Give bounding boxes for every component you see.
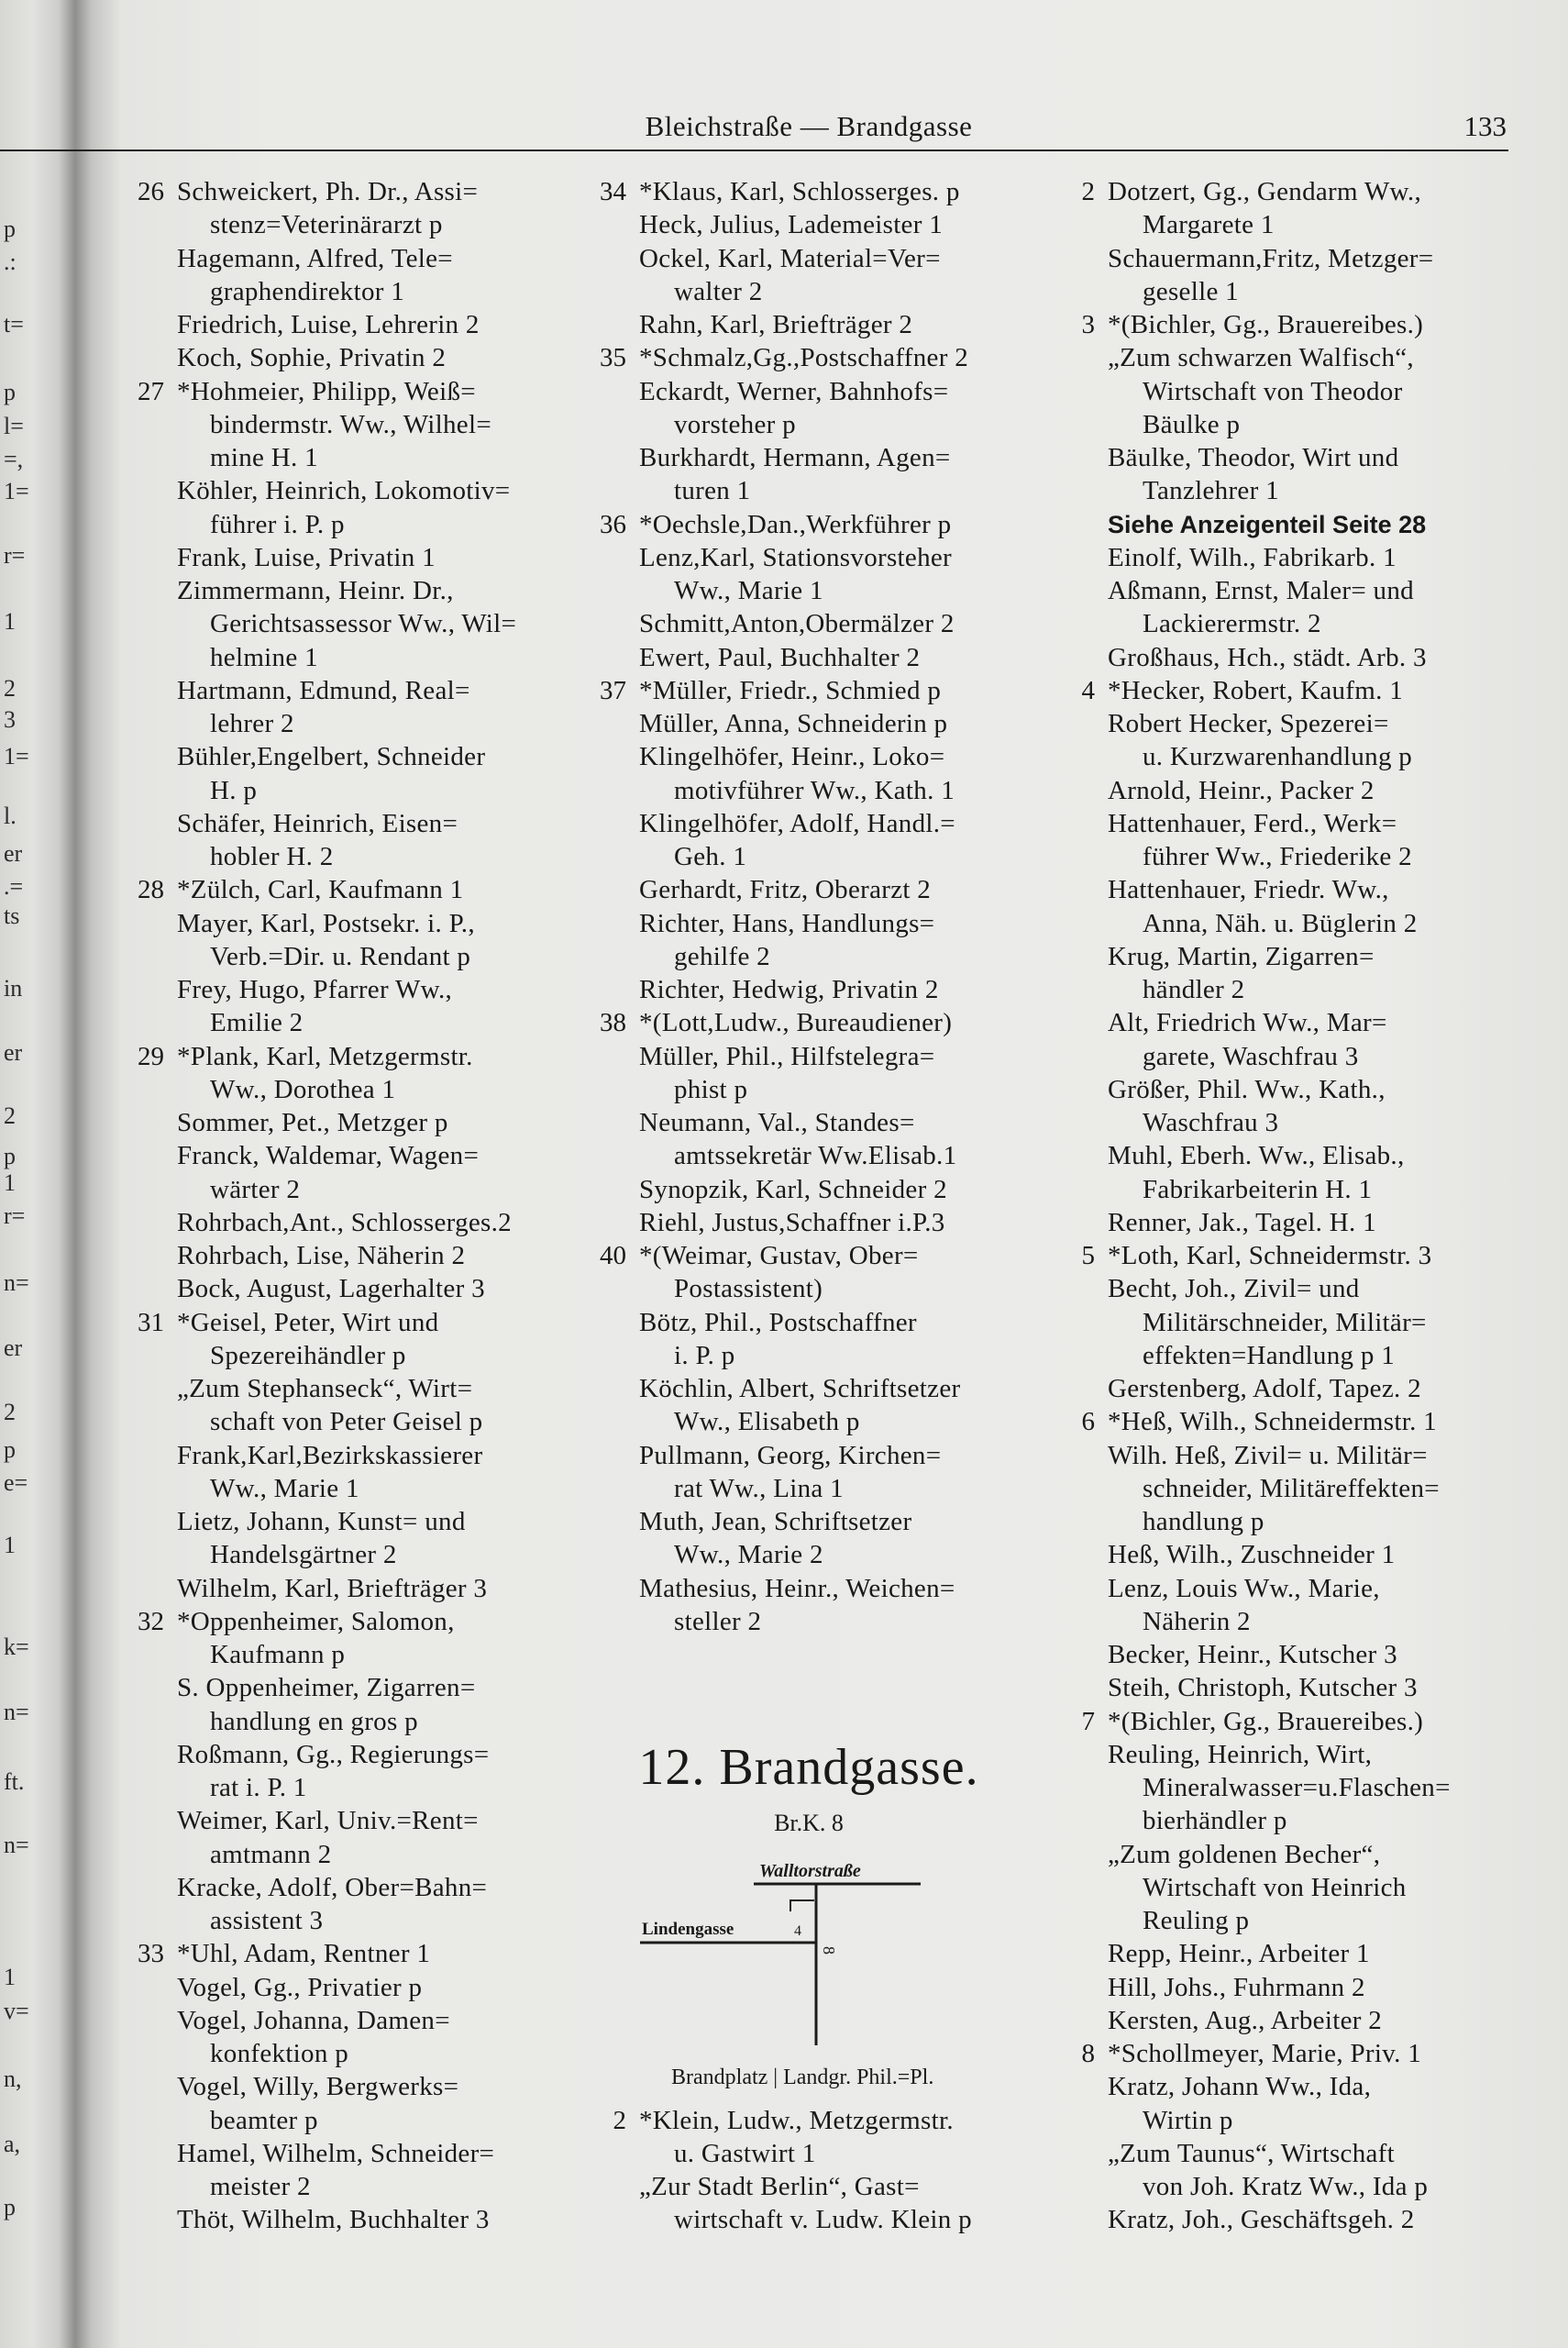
entry-continuation-line: wärter 2 [210,1174,301,1204]
entry-continuation-line: Tanzlehrer 1 [1143,476,1279,506]
entry-line: Vogel, Willy, Bergwerks= [177,2072,459,2102]
entry-line: *(Bichler, Gg., Brauereibes.) [1108,1706,1424,1736]
entry-line: *Müller, Friedr., Schmied p [639,675,942,705]
entry-continuation-line: konfektion p [210,2039,348,2068]
entry-continuation-line: Näherin 2 [1143,1606,1251,1636]
entry-line: Größer, Phil. Ww., Kath., [1108,1074,1386,1104]
entry-continuation-line: wirtschaft v. Ludw. Klein p [674,2205,972,2235]
entry-line: Muhl, Eberh. Ww., Elisab., [1108,1141,1405,1171]
margin-fragment: er [4,1335,23,1361]
entry-continuation-line: schneider, Militäreffekten= [1143,1473,1440,1503]
entry-continuation-line: helmine 1 [210,642,318,672]
entry-line: Lenz,Karl, Stationsvorsteher [639,542,952,572]
entry-continuation-line: Ww., Marie 2 [674,1540,823,1570]
entry-line: Frank,Karl,Bezirkskassierer [177,1440,483,1470]
running-header: Bleichstraße — Brandgasse [645,110,973,142]
margin-fragment: p [4,1143,16,1169]
entry-continuation-line: steller 2 [674,1606,762,1636]
entry-line: Richter, Hedwig, Privatin 2 [639,975,939,1004]
entry-line: Alt, Friedrich Ww., Mar= [1108,1008,1387,1038]
entry-continuation-line: Emilie 2 [210,1008,304,1038]
margin-fragment: r= [4,1202,26,1229]
margin-fragment: a, [4,2131,21,2157]
entry-continuation-line: von Joh. Kratz Ww., Ida p [1143,2172,1429,2201]
entry-line: Frank, Luise, Privatin 1 [177,542,436,572]
entry-continuation-line: Reuling p [1143,1906,1250,1935]
entry-continuation-line: Militärschneider, Militär= [1143,1307,1427,1337]
entry-line: Synopzik, Karl, Schneider 2 [639,1174,947,1204]
entry-continuation-line: walter 2 [674,276,763,306]
entry-continuation-line: hobler H. 2 [210,842,334,871]
entry-continuation-line: Mineralwasser=u.Flaschen= [1143,1773,1451,1802]
entry-continuation-line: schaft von Peter Geisel p [210,1407,483,1437]
entry-line: Richter, Hans, Handlungs= [639,908,935,938]
margin-fragment: er [4,1039,23,1066]
entry-line: *Oppenheimer, Salomon, [177,1606,455,1636]
house-number: 33 [138,1939,164,1969]
entry-line: Heß, Wilh., Zuschneider 1 [1108,1540,1396,1570]
entry-line: Burkhardt, Hermann, Agen= [639,443,951,472]
entry-line: *Klein, Ludw., Metzgermstr. [639,2105,954,2135]
entry-line: Weimer, Karl, Univ.=Rent= [177,1806,479,1836]
entry-continuation-line: Bäulke p [1143,409,1241,439]
entry-continuation-line: Wirtschaft von Theodor [1143,376,1403,406]
entry-continuation-line: Wirtschaft von Heinrich [1143,1872,1407,1902]
margin-fragment: r= [4,542,26,569]
margin-fragment: 2 [4,675,16,702]
house-number: 35 [600,343,626,373]
house-number: 31 [138,1307,164,1337]
entry-line: Franck, Waldemar, Wagen= [177,1141,480,1171]
street-map-diagram [633,1853,935,2054]
entry-line: Lietz, Johann, Kunst= und [177,1507,466,1536]
entry-line: Krug, Martin, Zigarren= [1108,941,1375,971]
map-house-mark-left: 4 [794,1923,801,1939]
entry-line: *Plank, Karl, Metzgermstr. [177,1041,473,1071]
entry-continuation-line: rat Ww., Lina 1 [674,1473,844,1503]
entry-line: Einolf, Wilh., Fabrikarb. 1 [1108,542,1397,572]
entry-continuation-line: führer i. P. p [210,509,345,539]
entry-line: *Zülch, Carl, Kaufmann 1 [177,875,464,905]
entry-line: Renner, Jak., Tagel. H. 1 [1108,1207,1376,1237]
margin-fragment: 1= [4,478,29,504]
entry-line: Klingelhöfer, Adolf, Handl.= [639,808,955,838]
entry-continuation-line: beamter p [210,2105,318,2135]
margin-fragment: n= [4,1832,29,1858]
entry-line: Mathesius, Heinr., Weichen= [639,1573,955,1603]
map-label-walltorstrasse: Walltorstraße [759,1861,861,1881]
entry-continuation-line: rat i. P. 1 [210,1773,307,1802]
entry-line: Vogel, Johanna, Damen= [177,2005,450,2035]
margin-fragment: 2 [4,1399,16,1425]
margin-fragment: ft. [4,1768,25,1795]
entry-line: Neumann, Val., Standes= [639,1108,915,1137]
entry-line: Rahn, Karl, Briefträger 2 [639,310,913,339]
entry-continuation-line: handlung p [1143,1507,1264,1536]
entry-line: Wilh. Heß, Zivil= u. Militär= [1108,1440,1428,1470]
entry-line: Bühler,Engelbert, Schneider [177,742,486,772]
entry-continuation-line: bierhändler p [1143,1806,1287,1836]
entry-line: *Schollmeyer, Marie, Priv. 1 [1108,2039,1422,2068]
entry-continuation-line: amtssekretär Ww.Elisab.1 [674,1141,957,1171]
entry-line: *Geisel, Peter, Wirt und [177,1307,439,1337]
entry-line: Schweickert, Ph. Dr., Assi= [177,177,479,206]
entry-line: *Heß, Wilh., Schneidermstr. 1 [1108,1407,1437,1437]
entry-line: Eckardt, Werner, Bahnhofs= [639,376,949,406]
margin-fragment: p [4,216,16,242]
entry-line: Hattenhauer, Friedr. Ww., [1108,875,1389,905]
margin-fragment: p [4,2194,16,2221]
entry-line: *Hohmeier, Philipp, Weiß= [177,376,476,406]
entry-line: Arnold, Heinr., Packer 2 [1108,775,1375,805]
entry-line: Reuling, Heinrich, Wirt, [1108,1739,1373,1769]
margin-fragment: t= [4,311,24,338]
entry-continuation-line: Geh. 1 [674,842,747,871]
entry-line: Riehl, Justus,Schaffner i.P.3 [639,1207,945,1237]
advertisement-reference: Siehe Anzeigenteil Seite 28 [1108,510,1427,538]
entry-line: Ockel, Karl, Material=Ver= [639,243,941,273]
entry-continuation-line: geselle 1 [1143,276,1239,306]
margin-fragment: n= [4,1699,29,1725]
entry-line: *(Bichler, Gg., Brauereibes.) [1108,310,1424,339]
entry-line: Rohrbach, Lise, Näherin 2 [177,1241,466,1270]
entry-continuation-line: Kaufmann p [210,1640,346,1669]
entry-line: *Schmalz,Gg.,Postschaffner 2 [639,343,969,373]
margin-fragment: p [4,379,16,405]
entry-line: Schmitt,Anton,Obermälzer 2 [639,609,955,639]
entry-continuation-line: u. Kurzwarenhandlung p [1143,742,1413,772]
entry-continuation-line: gehilfe 2 [674,941,770,971]
entry-line: *Oechsle,Dan.,Werkführer p [639,509,952,539]
entry-line: Koch, Sophie, Privatin 2 [177,343,447,373]
margin-fragment: 1 [4,1964,16,1990]
margin-fragment: k= [4,1634,29,1660]
margin-fragment: .: [4,249,17,275]
entry-continuation-line: phist p [674,1074,748,1104]
house-number: 27 [138,376,164,406]
house-number: 2 [613,2105,626,2135]
entry-line: Müller, Phil., Hilfstelegra= [639,1041,935,1071]
entry-line: Kratz, Johann Ww., Ida, [1108,2072,1372,2102]
entry-line: Steih, Christoph, Kutscher 3 [1108,1673,1418,1703]
house-number: 26 [138,177,164,206]
entry-line: Schauermann,Fritz, Metzger= [1108,243,1434,273]
entry-line: Klingelhöfer, Heinr., Loko= [639,742,945,772]
entry-continuation-line: motivführer Ww., Kath. 1 [674,775,955,805]
entry-line: Hattenhauer, Ferd., Werk= [1108,808,1397,838]
entry-line: *(Weimar, Gustav, Ober= [639,1241,919,1270]
entry-continuation-line: Waschfrau 3 [1143,1108,1279,1137]
entry-line: Schäfer, Heinrich, Eisen= [177,808,458,838]
entry-continuation-line: graphendirektor 1 [210,276,405,306]
entry-continuation-line: lehrer 2 [210,709,294,738]
margin-fragment: v= [4,1998,29,2024]
entry-continuation-line: Lackierermstr. 2 [1143,609,1321,639]
entry-continuation-line: turen 1 [674,476,751,506]
entry-line: Gerhardt, Fritz, Oberarzt 2 [639,875,932,905]
margin-fragment: e= [4,1469,28,1496]
entry-continuation-line: mine H. 1 [210,443,318,472]
entry-continuation-line: amtmann 2 [210,1839,332,1869]
entry-continuation-line: händler 2 [1143,975,1245,1004]
entry-line: Bäulke, Theodor, Wirt und [1108,443,1399,472]
entry-line: Hagemann, Alfred, Tele= [177,243,453,273]
entry-line: *Klaus, Karl, Schlosserges. p [639,177,960,206]
entry-continuation-line: meister 2 [210,2172,311,2201]
entry-line: Köhler, Heinrich, Lokomotiv= [177,476,511,506]
entry-continuation-line: Handelsgärtner 2 [210,1540,397,1570]
entry-continuation-line: stenz=Veterinärarzt p [210,210,443,240]
entry-line: Wilhelm, Karl, Briefträger 3 [177,1573,488,1603]
map-house-mark-right: 8 [820,1946,838,1955]
street-heading: 12. Brandgasse. [638,1739,979,1796]
margin-fragment: 1 [4,608,16,635]
entry-line: Müller, Anna, Schneiderin p [639,709,948,738]
entry-line: Gerstenberg, Adolf, Tapez. 2 [1108,1374,1421,1403]
entry-line: Bötz, Phil., Postschaffner [639,1307,917,1337]
entry-continuation-line: i. P. p [674,1340,735,1370]
map-label-lindengasse: Lindengasse [642,1920,734,1939]
entry-continuation-line: Anna, Näh. u. Büglerin 2 [1143,908,1418,938]
margin-fragment: 2 [4,1102,16,1129]
map-corner-mark [790,1900,814,1911]
entry-line: *Loth, Karl, Schneidermstr. 3 [1108,1241,1432,1270]
entry-line: Bock, August, Lagerhalter 3 [177,1274,485,1304]
entry-line: Sommer, Pet., Metzger p [177,1108,448,1137]
margin-fragment: l. [4,803,17,829]
entry-line: Zimmermann, Heinr. Dr., [177,576,454,605]
entry-line: Roßmann, Gg., Regierungs= [177,1739,490,1769]
entry-line: Becht, Joh., Zivil= und [1108,1274,1360,1304]
house-number: 29 [138,1041,164,1071]
entry-line: Hamel, Wilhelm, Schneider= [177,2138,495,2168]
entry-line: S. Oppenheimer, Zigarren= [177,1673,476,1703]
entry-continuation-line: Fabrikarbeiterin H. 1 [1143,1174,1373,1204]
margin-fragment: in [4,975,23,1002]
margin-fragment: .= [4,873,24,900]
entry-continuation-line: assistent 3 [210,1906,324,1935]
house-number: 5 [1081,1241,1095,1270]
entry-line: Hill, Johs., Fuhrmann 2 [1108,1972,1365,2002]
entry-continuation-line: effekten=Handlung p 1 [1143,1340,1395,1370]
entry-continuation-line: Wirtin p [1143,2105,1233,2135]
house-number: 40 [600,1241,626,1270]
entry-continuation-line: vorsteher p [674,409,796,439]
entry-line: Becker, Heinr., Kutscher 3 [1108,1640,1397,1669]
margin-fragment: n, [4,2066,22,2092]
entry-line: „Zur Stadt Berlin“, Gast= [639,2172,920,2201]
entry-continuation-line: Ww., Elisabeth p [674,1407,860,1437]
house-number: 28 [138,875,164,905]
house-number: 6 [1081,1407,1095,1437]
entry-continuation-line: führer Ww., Friederike 2 [1143,842,1412,871]
house-number: 4 [1081,675,1095,705]
entry-continuation-line: Ww., Dorothea 1 [210,1074,396,1104]
header-rule [0,150,1508,151]
margin-fragment: =, [4,446,24,472]
entry-line: „Zum goldenen Becher“, [1108,1839,1381,1869]
house-number: 8 [1081,2039,1095,2068]
entry-continuation-line: Spezereihändler p [210,1340,406,1370]
margin-fragment: 1 [4,1532,16,1558]
entry-line: „Zum Taunus“, Wirtschaft [1108,2138,1395,2168]
house-number: 3 [1081,310,1095,339]
entry-line: Großhaus, Hch., städt. Arb. 3 [1108,642,1427,672]
margin-fragment: er [4,840,23,867]
entry-line: Rohrbach,Ant., Schlosserges.2 [177,1207,512,1237]
entry-line: Muth, Jean, Schriftsetzer [639,1507,912,1536]
street-district: Br.K. 8 [774,1810,844,1836]
entry-continuation-line: Gerichtsassessor Ww., Wil= [210,609,517,639]
entry-continuation-line: H. p [210,775,258,805]
entry-continuation-line: Ww., Marie 1 [674,576,823,605]
house-number: 7 [1081,1706,1095,1736]
entry-line: Frey, Hugo, Pfarrer Ww., [177,975,453,1004]
entry-line: Kersten, Aug., Arbeiter 2 [1108,2005,1383,2035]
house-number: 38 [600,1008,626,1038]
entry-line: Lenz, Louis Ww., Marie, [1108,1573,1380,1603]
margin-fragment: 1 [4,1169,16,1196]
entry-line: Dotzert, Gg., Gendarm Ww., [1108,177,1422,206]
entry-continuation-line: u. Gastwirt 1 [674,2138,816,2168]
house-number: 37 [600,675,626,705]
entry-line: Köchlin, Albert, Schriftsetzer [639,1374,961,1403]
entry-line: Mayer, Karl, Postsekr. i. P., [177,908,475,938]
entry-line: Repp, Heinr., Arbeiter 1 [1108,1939,1370,1969]
margin-fragment: p [4,1436,16,1463]
entry-line: *(Lott,Ludw., Bureaudiener) [639,1008,953,1038]
entry-continuation-line: bindermstr. Ww., Wilhel= [210,409,491,439]
entry-line: Aßmann, Ernst, Maler= und [1108,576,1414,605]
entry-line: Heck, Julius, Lademeister 1 [639,210,944,240]
margin-fragment: n= [4,1269,29,1296]
margin-fragment: 1= [4,743,29,770]
entry-line: *Hecker, Robert, Kaufm. 1 [1108,675,1404,705]
page-number: 133 [1463,110,1507,142]
entry-line: Vogel, Gg., Privatier p [177,1972,423,2002]
entry-continuation-line: Verb.=Dir. u. Rendant p [210,941,471,971]
entry-continuation-line: garete, Waschfrau 3 [1143,1041,1359,1071]
margin-fragment: ts [4,903,20,929]
house-number: 2 [1081,177,1095,206]
map-caption: Brandplatz | Landgr. Phil.=Pl. [671,2066,934,2089]
entry-continuation-line: handlung en gros p [210,1706,418,1736]
entry-continuation-line: Margarete 1 [1143,210,1275,240]
entry-line: Kracke, Adolf, Ober=Bahn= [177,1872,488,1902]
entry-line: Thöt, Wilhelm, Buchhalter 3 [177,2205,490,2235]
margin-fragment: l= [4,413,24,439]
entry-continuation-line: Ww., Marie 1 [210,1473,359,1503]
entry-line: „Zum Stephanseck“, Wirt= [177,1374,473,1403]
entry-continuation-line: Postassistent) [674,1274,823,1304]
entry-line: Robert Hecker, Spezerei= [1108,709,1389,738]
entry-line: Hartmann, Edmund, Real= [177,675,470,705]
house-number: 36 [600,509,626,539]
entry-line: Pullmann, Georg, Kirchen= [639,1440,942,1470]
entry-line: Ewert, Paul, Buchhalter 2 [639,642,921,672]
entry-line: Friedrich, Luise, Lehrerin 2 [177,310,480,339]
house-number: 32 [138,1606,164,1636]
entry-line: „Zum schwarzen Walfisch“, [1108,343,1414,373]
house-number: 34 [600,177,626,206]
margin-fragment: 3 [4,706,16,733]
entry-line: *Uhl, Adam, Rentner 1 [177,1939,431,1969]
entry-line: Kratz, Joh., Geschäftsgeh. 2 [1108,2205,1415,2235]
